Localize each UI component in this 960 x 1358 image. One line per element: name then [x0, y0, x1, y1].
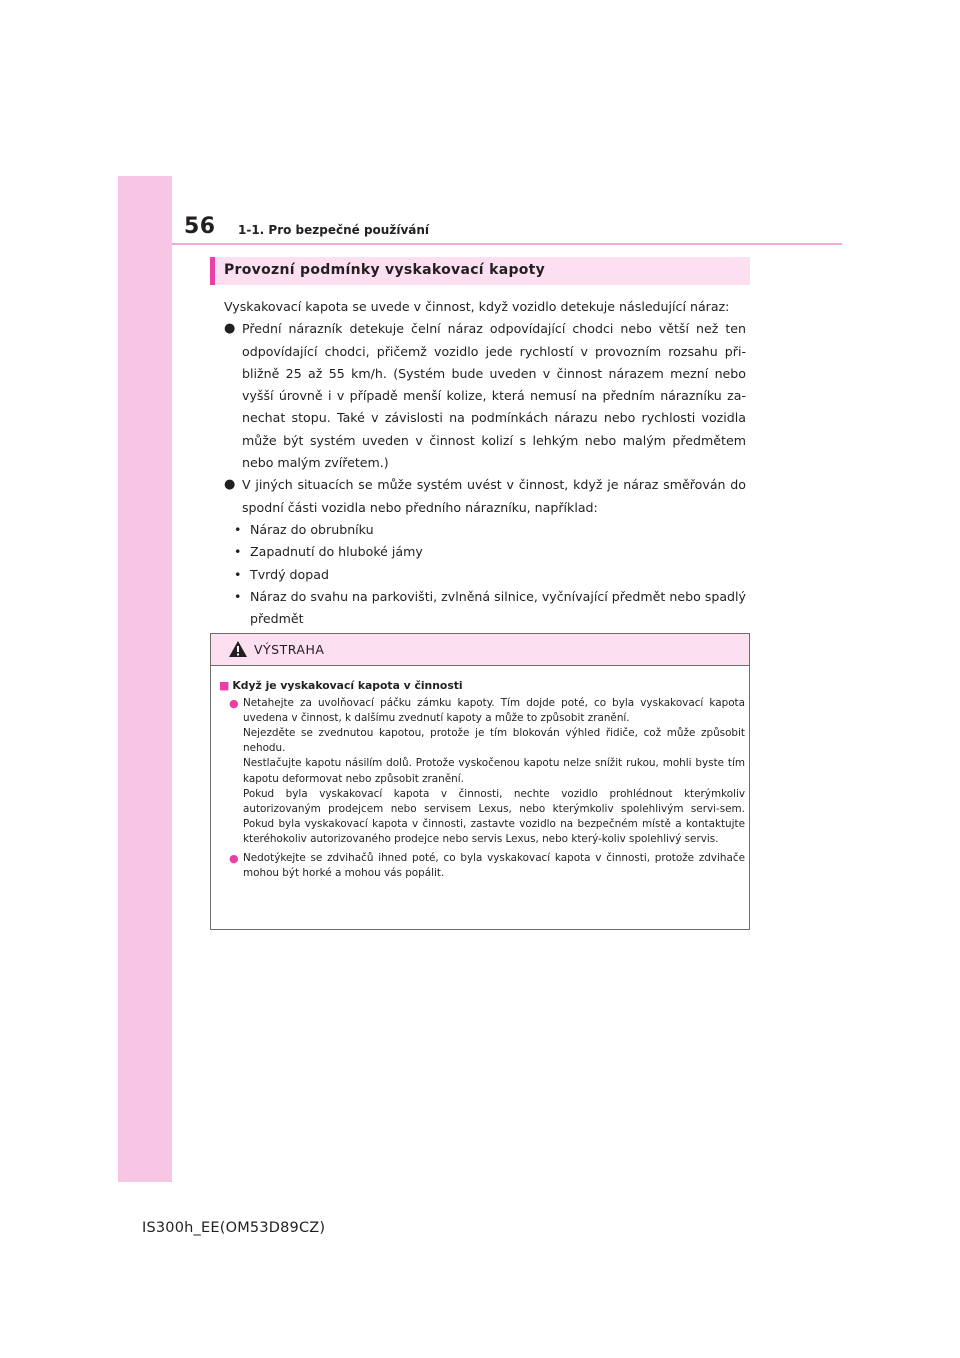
section-sidebar-tab: [118, 176, 172, 1182]
sub-list-item-text: Tvrdý dopad: [250, 566, 329, 582]
warning-triangle-icon: [228, 640, 248, 658]
sub-list-item: [224, 541, 746, 563]
warning-body: [219, 678, 745, 885]
warning-item: [219, 696, 745, 847]
warning-paragraph: Nejezděte se zvednutou kapotou, protože je tím blokován výhled řidiče, což může způsobit nehodu.: [243, 727, 745, 755]
section-heading-text: Provozní podmínky vyskakovací kapoty: [224, 262, 546, 278]
bullet-icon: ●: [224, 321, 236, 337]
warning-paragraph: Pokud byla vyskakovací kapota v činnosti, nechte vozidlo prohlédnout kterýmkoliv autorizovaným prodejcem nebo servisem Lexus, nebo kterýmkoliv spolehlivým servi-sem. Pokud byla vyskakovací kapota v činnosti, zastavte vozidlo na bezpečném místě a kontaktujte kteréhokoliv autorizovaného prodejce nebo servis Lexus, nebo který-koliv spolehlivý servis.: [243, 787, 745, 845]
sub-bullet-icon: •: [234, 566, 242, 582]
list-item: [224, 318, 746, 474]
sub-bullet-icon: •: [234, 544, 242, 560]
sub-list-item: [224, 564, 746, 586]
warning-paragraph: Netahejte za uvolňovací páčku zámku kapoty. Tím dojde poté, co byla vyskakovací kapota uvedena v činnost, k dalšímu zvednutí kapoty a může to způsobit zranění.: [243, 697, 745, 725]
warning-condition-text: Když je vyskakovací kapota v činnosti: [232, 679, 463, 692]
list-item: [224, 474, 746, 519]
list-item-text: Přední nárazník detekuje čelní náraz odpovídající chodci nebo větší než ten odpovídající chodci, přičemž vozidlo jede rychlostí v provozním rozsahu při-bližně 25 až 55 km/h. (Systém bude uveden v činnost nárazem mezní nebo vyšší úrovně i v případě menší kolize, která nemusí na předním nárazníku za-nechat stopu. Také v závislosti na podmínkách nárazu nebo rychlosti vozidla může být systém uveden v činnost kolizí s lehkým nebo malým předmětem nebo malým zvířetem.): [242, 321, 746, 471]
page-number: 56: [184, 214, 216, 239]
body-text: [224, 296, 746, 630]
bullet-icon: ●: [229, 852, 239, 866]
section-heading: [210, 257, 750, 285]
warning-paragraph: Nedotýkejte se zdvihačů ihned poté, co byla vyskakovací kapota v činnosti, protože zdvihače mohou být horké a mohou vás popálit.: [243, 852, 745, 880]
warning-condition: [219, 678, 745, 693]
sub-list-item-text: Zapadnutí do hluboké jámy: [250, 544, 423, 560]
section-title: 1-1. Pro bezpečné používání: [238, 223, 430, 237]
warning-paragraph: Nestlačujte kapotu násilím dolů. Protože vyskočenou kapotu nelze snížit rukou, mohli byste tím kapotu deformovat nebo způsobit zranění.: [243, 757, 745, 785]
sub-list-item: [224, 586, 746, 631]
warning-item: [219, 851, 745, 881]
sub-list-item-text: Náraz do obrubníku: [250, 521, 374, 537]
warning-title: VÝSTRAHA: [254, 642, 325, 657]
list-item-text: V jiných situacích se může systém uvést v činnost, když je náraz směřován do spodní části vozidla nebo předního nárazníku, například:: [242, 477, 746, 515]
bullet-icon: ●: [229, 697, 239, 711]
warning-header: [211, 634, 749, 666]
sub-list-item: [224, 519, 746, 541]
warning-item-text: [243, 696, 745, 847]
document-code: IS300h_EE(OM53D89CZ): [142, 1220, 326, 1236]
square-bullet-icon: ■: [219, 679, 230, 692]
sub-bullet-icon: •: [234, 588, 242, 604]
warning-item-text: [243, 851, 745, 881]
sub-list: [224, 519, 746, 630]
sub-list-item-text: Náraz do svahu na parkovišti, zvlněná silnice, vyčnívající předmět nebo spadlý předmět: [250, 588, 747, 627]
intro-paragraph: Vyskakovací kapota se uvede v činnost, když vozidlo detekuje následující náraz:: [224, 299, 730, 314]
header-divider: [172, 243, 842, 245]
bullet-icon: ●: [224, 477, 236, 493]
warning-box: [210, 633, 750, 930]
sub-bullet-icon: •: [234, 521, 242, 537]
heading-accent-bar: [210, 257, 215, 285]
